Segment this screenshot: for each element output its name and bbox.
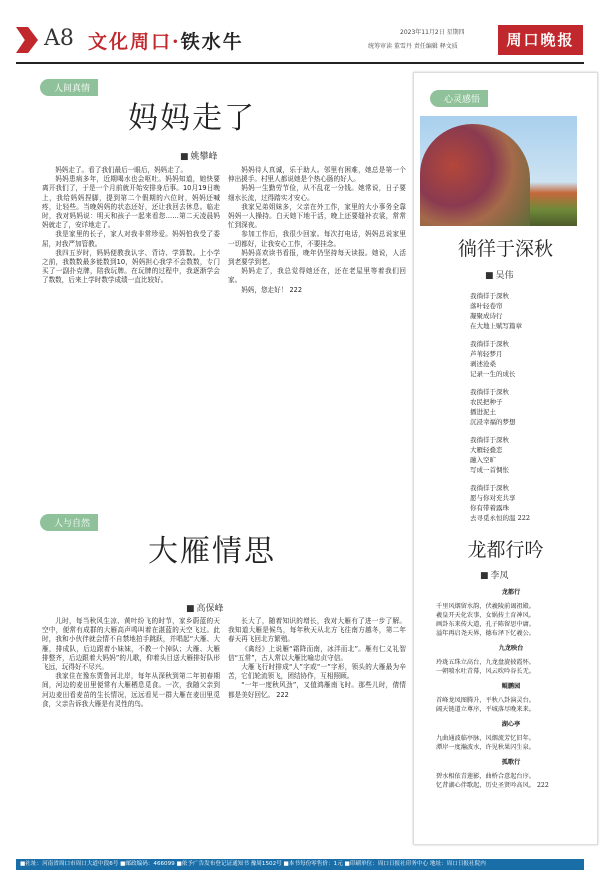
poem-line: 去寻觅永恒的温 222 [470, 514, 530, 522]
poem-subtitle: 九龙映台 [498, 645, 524, 652]
stanza [470, 339, 595, 379]
article-body [42, 617, 406, 853]
poem-line: 融入空旷 [470, 456, 496, 464]
byline: ■ 吴伟 [485, 268, 514, 281]
poem-line: 愿与你对充共享 [470, 494, 516, 502]
poem-line: 溢年再启尧天界，德布泽下忆羲公。 [436, 630, 535, 637]
footer-item: ■本书每份零售价：1元 [283, 861, 345, 867]
stanza [470, 483, 595, 523]
poem-line: 阔天链道立尊序，平城落尽晚来来。 [436, 706, 535, 713]
poem-line: 我徜徉于深秋 [470, 436, 509, 444]
editors: 统筹审读 董雪丹 责任编辑 释文质 [368, 43, 458, 50]
paragraph: 我家住在豫东贾鲁河北岸，每年从深秋到第二年初春期间，河边的麦田里便常有大雁栖息觅食。一次，我随父亲到河边麦田看麦苗的生长情况，远远看见一群大雁在麦田里觅食，父亲告诉我大雁是有灵性的鸟。 [42, 672, 220, 708]
footer-item: ■印刷单位：周口日报社印务中心 地址：周口日报社院内 [344, 861, 486, 867]
poem-body [470, 291, 595, 531]
paragraph: 妈妈一生勤劳节俭，从不乱花一分钱。她常说，日子要细水长流，过得踏实才安心。 [228, 184, 406, 202]
poem-line: 大雁轻叠恋 [470, 446, 503, 454]
paragraph: 妈妈走了，我总觉得她还在，还在老屋里等着我们回家。 [228, 267, 406, 285]
poem-line: 芦苇轻梦月 [470, 350, 503, 358]
article-title: 妈妈走了 [128, 101, 256, 136]
poem-subtitle: 龙都行 [501, 589, 521, 596]
newspaper-logo: 周口晚报 [498, 25, 583, 55]
autumn-tree-photo [420, 116, 577, 226]
poem-line: 剥述沧桑 [470, 360, 496, 368]
byline: ■ 高保峰 [186, 601, 224, 614]
column-tag: 心灵感悟 [430, 90, 488, 107]
stanza [470, 291, 595, 331]
paragraph: 妈妈待人真诚，乐于助人。邻里有困难，她总是第一个伸出援手。村里人都说她是个热心肠的好人。 [228, 166, 406, 184]
header-rule [16, 62, 584, 64]
poem-line: 我徜徉于深秋 [470, 484, 509, 492]
poem-line: 我徜徉于深秋 [470, 340, 509, 348]
poem-line: 忆昔湖心伴歌起，历史圣贤吟高风。 222 [436, 782, 549, 789]
paragraph: 妈妈走了。看了我们最后一眼后，妈妈走了。 [55, 166, 188, 174]
page-header [0, 0, 600, 62]
section-title: 文化周口·铁水牛 [88, 31, 244, 53]
paragraph: 妈妈喜欢读书看报，晚年仍坚持每天读报。她说，人活到老要学到老。 [228, 248, 406, 267]
article-title: 大雁情思 [148, 534, 276, 569]
paragraph: 我是家里的长子，家人对我非常珍爱。妈妈怕我受了委屈，对我严加管教。 [42, 230, 220, 248]
poem-line: 沉浸幸福的梦想 [470, 418, 516, 426]
paragraph: 参加工作后，我很少回家。每次打电话，妈妈总说家里一切都好，让我安心工作，不要挂念。 [228, 230, 406, 248]
page-number: A8 [44, 26, 74, 51]
paragraph: “一年一度秋风劲”，又值鸿雁南飞时。那些儿时，倩情都是美好回忆。 222 [228, 681, 406, 699]
poem-line: 我徜徉于深秋 [470, 292, 509, 300]
footer-item: ■依予广告发布登记证通知书 豫周1502号 [176, 861, 284, 867]
poem-line: 在大地上赋写篇章 [470, 322, 522, 330]
column-tag: 人间真情 [40, 79, 98, 96]
article-body [42, 166, 406, 506]
poem-title: 徜徉于深秋 [457, 238, 553, 260]
poem-line: 农民把种子 [470, 398, 503, 406]
poem-line: 记录一生的成长 [470, 370, 516, 378]
poem-line: 你有带着露珠 [470, 504, 509, 512]
paragraph: 大雁飞行时排成“人”字或“一”字形，领头的大雁最为辛苦，它们轮流领飞，团结协作，互相照顾。 [228, 663, 406, 681]
paragraph: 长大了，随着知识的增长，我对大雁有了进一步了解。我知道大雁是候鸟，每年秋天从北方飞往南方越冬，第二年春天再飞回北方繁殖。 [228, 617, 406, 644]
poem-line: 玲珑五珠立高台，九龙盘旋披霞怀。 [436, 659, 535, 666]
poem-subtitle: 鲲鹏园 [501, 683, 521, 690]
poem-subtitle: 湖心亭 [501, 721, 521, 728]
poem-line: 九曲通波临亭脉，风烟流芳忆旧年。 [436, 735, 535, 742]
stanza [470, 387, 595, 427]
paragraph: 《禽经》上说雁“霜降而南，冰泮而北”。雁有仁义礼智信“五常”，古人常以大雁比喻忠贞守信。 [228, 644, 406, 662]
poem-line: 写成一首惆怅 [470, 466, 509, 474]
paragraph: 妈妈患病多年，近期喝水也会呕吐。妈妈知道，她快要离开我们了，于是一个月前就开始安排身后事。10月19日晚上，我给妈妈捏脚，提到第二个假期的六位时，妈妈还喊疼，让轻些。当晚妈妈的状态还好，还让我回去休息。临走时，我对妈妈说：明天和孩子一起来看您……第二天凌晨妈妈就走了，安详地走了。 [42, 175, 220, 230]
poem-line: 落叶轻卷帘 [470, 302, 503, 310]
chevron-icon [16, 27, 38, 53]
issue-date: 2023年11月2日 星期四 [400, 29, 465, 36]
poem-line: 凝聚成诗行 [470, 312, 503, 320]
poem-line: 画卦东来传大道，孔子陈留思中庸。 [436, 621, 535, 628]
paragraph: 妈妈，您走好！ 222 [241, 285, 303, 294]
poem-line: 羲皇开天化农事，女娲抟土育神风。 [436, 612, 535, 619]
poem-line: 潭岸一度瀚波水，许见秋果闪生泉。 [436, 744, 535, 751]
byline: ■ 李凤 [480, 568, 509, 581]
byline: ■ 姚攀峰 [180, 149, 218, 162]
poem-body [436, 582, 586, 790]
poem-line: 千里风烟留水韵，伏羲陵前谒祖殿。 [436, 603, 535, 610]
poem-line: 一朝喷水吐青幕，风云吹吟谷长无。 [436, 668, 535, 675]
footer-bar [16, 859, 584, 870]
poem-title: 龙都行吟 [467, 539, 544, 561]
poem-line: 碧水相依青莲影，曲桥合意起台序。 [436, 773, 535, 780]
poem-line: 首峰龙凤图腾升，平秋八卦演灵台。 [436, 697, 535, 704]
footer-item: ■邮政编码：466099 [120, 861, 177, 867]
column-tag: 人与自然 [40, 514, 98, 531]
paragraph: 我家兄弟姐妹多，父亲在外工作，家里的大小事务全靠妈妈一人操持。白天她下地干活，晚上还要缝补衣裳，常常忙到深夜。 [228, 202, 406, 230]
poem-line: 我徜徉于深秋 [470, 388, 509, 396]
paragraph: 儿时，每当秋风生凉、黄叶纷飞的时节，家乡蔚蓝的天空中，便常有成群的大雁高声鸣叫着在湛蓝的天空飞过。此时，我和小伙伴就会情不自禁地拍手跳跃，并唱起“大雁、大雁，排成队，后边跟着小妹妹，不教一个掉队；大雁、大雁排整齐，后边跟着大妈妈”的儿歌，仰着头目送大雁排好队形飞远，玩得好不尽兴。 [42, 617, 220, 672]
poem-subtitle: 孤歌行 [501, 759, 521, 766]
footer-item: ■社址：河南省周口市周口大道中段6号 [20, 861, 121, 867]
stanza [470, 435, 595, 475]
poem-line: 播进泥土 [470, 408, 496, 416]
paragraph: 我四五岁时，妈妈便教我认字、背诗、学算数。上小学之前，我数数最多能数到10，妈妈担心我学不会数数，专门买了一副扑克牌，陪我玩牌。在玩牌的过程中，我逐渐学会了数数，后来上学时数学成绩一直比较好。 [42, 248, 220, 285]
